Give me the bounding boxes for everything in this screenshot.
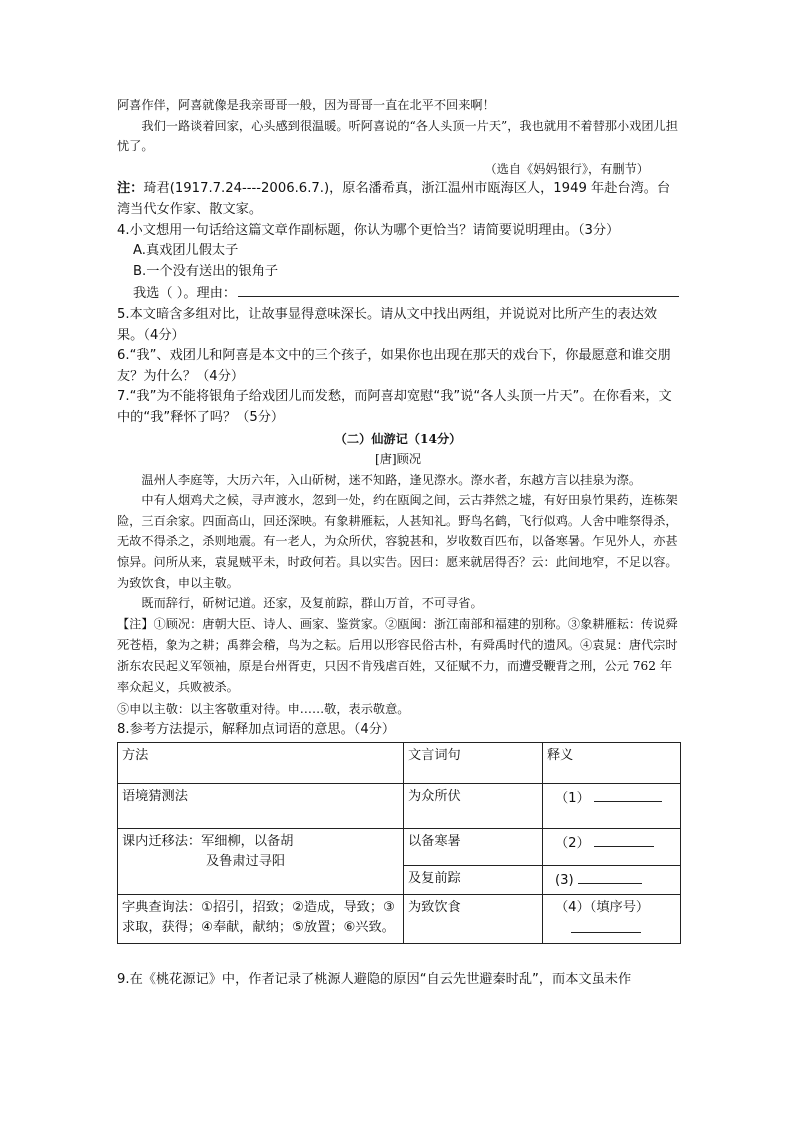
question-9: 9.在《桃花源记》中，作者记录了桃源人避隐的原因“自云先世避秦时乱”，而本文虽未作 xyxy=(117,972,632,988)
question-4-answer-line[interactable] xyxy=(238,282,679,297)
row4-answer-blank[interactable] xyxy=(571,918,641,933)
section-2-title: （二）仙游记（14分） xyxy=(334,431,462,446)
author-note xyxy=(117,179,679,220)
row4-answer-label: （4）（填序号） xyxy=(555,900,650,916)
question-4-choose-label: 我选（ ）。理由： xyxy=(133,286,237,302)
annotation-last: ⑤申以主敬：以主客敬重对待。申……敬，表示敬意。 xyxy=(117,701,410,716)
row2-phrase: 以备寒暑 xyxy=(404,829,543,866)
row4-method: 字典查询法：①招引，招致；②造成，导致；③求取，获得；④奉献，献纳；⑤放置；⑥兴致。 xyxy=(118,895,404,944)
row1-answer xyxy=(543,784,681,829)
row1-answer-blank[interactable] xyxy=(594,787,662,802)
row4-phrase: 为致饮食 xyxy=(404,895,543,944)
author-note-label: 注： xyxy=(117,181,144,197)
row2-method-line-2: 及鲁肃过寻阳 xyxy=(206,854,286,870)
table-header-row xyxy=(118,743,681,784)
annotation-block: 【注】①顾况：唐朝大臣、诗人、画家、鉴赏家。②瓯闽：浙江南部和福建的别称。③象耕雁耘：传说舜死苍梧，象为之耕；禹葬会稽，鸟为之耘。后用以形容民俗古朴，有舜禹时代的遗风。④袁晁：唐代宗时浙东农民起义军领袖，原是台州胥吏，只因不肯残虐百姓，又征赋不力，而遭受鞭背之刑，公元 762 年率众起义，兵败被杀。 xyxy=(117,616,678,695)
row2-method xyxy=(118,829,404,895)
question-5: 5.本文暗含多组对比，让故事显得意味深长。请从文中找出两组，并说说对比所产生的表达效果。（4分） xyxy=(117,306,658,343)
section-2-author: [唐]顾况 xyxy=(374,452,422,467)
classical-paragraph-1: 温州人李庭等，大历六年，入山斫树，迷不知路，逢见漈水。漈水者，东越方言以挂泉为漈。 xyxy=(141,472,642,487)
row4-answer xyxy=(543,895,681,944)
row1-answer-label: （1） xyxy=(555,791,590,807)
question-4-answer xyxy=(117,282,679,305)
row3-phrase: 及复前踪 xyxy=(404,866,543,895)
row3-answer-label: (3) xyxy=(555,873,574,889)
row3-answer xyxy=(543,866,681,895)
header-phrase: 文言词句 xyxy=(404,743,543,784)
question-6: 6.“我”、戏团儿和阿喜是本文中的三个孩子，如果你也出现在那天的戏台下，你最愿意和谁交朋友？为什么？（4分） xyxy=(117,348,671,384)
question-4-option-b: B.一个没有送出的银角子 xyxy=(133,263,279,279)
row1-phrase: 为众所伏 xyxy=(404,784,543,829)
question-7: 7.“我”为不能将银角子给戏团儿而发愁，而阿喜却宽慰“我”说“各人头顶一片天”。在你看来，文中的“我”释怀了吗？（5分） xyxy=(117,389,672,425)
story-paragraph-2: 我们一路谈着回家，心头感到很温暖。听阿喜说的“各人头顶一片天”，我也就用不着替那小戏团儿担忧了。 xyxy=(117,118,678,154)
row2-answer-blank[interactable] xyxy=(594,832,654,847)
row1-method: 语境猜测法 xyxy=(118,784,404,829)
question-4: 4.小文想用一句话给这篇文章作副标题，你认为哪个更恰当？请简要说明理由。（3分） xyxy=(117,222,620,238)
story-source: （选自《妈妈银行》，有删节） xyxy=(484,161,649,176)
method-table xyxy=(117,742,681,944)
table-row xyxy=(118,895,681,944)
row2-answer-label: （2） xyxy=(555,836,590,852)
question-8: 8.参考方法提示，解释加点词语的意思。（4分） xyxy=(117,721,396,737)
classical-paragraph-2: 中有人烟鸡犬之候，寻声渡水，忽到一处，约在瓯闽之间，云古莽然之墟，有好田泉竹果药，连栋架险，三百余家。四面高山，回还深映。有象耕雁耘，人甚知礼。野鸟名鹤，飞行似鸡。人舍中唯祭得杀，无故不得杀之，杀则地震。有一老人，为众所伏，容貌甚和，岁收数百匹布，以备寒暑。乍见外人，亦甚惊异。问所从来，袁晁贼平未，时政何若。具以实告。因曰：愿来就居得否？云：此间地窄，不足以容。为致饮食，申以主敬。 xyxy=(117,493,678,590)
table-row xyxy=(118,784,681,829)
question-4-option-a: A.真戏团儿假太子 xyxy=(133,243,239,259)
row2-method-line-1: 课内迁移法：军细柳，以备胡 xyxy=(122,834,294,850)
author-note-text: 琦君(1917.7.24----2006.6.7.)，原名潘希真，浙江温州市瓯海区人，1949 年赴台湾。台湾当代女作家、散文家。 xyxy=(117,181,671,217)
classical-paragraph-3: 既而辞行，斫树记道。还家，及复前踪，群山万首，不可寻省。 xyxy=(141,596,483,611)
row3-answer-blank[interactable] xyxy=(578,869,642,884)
header-method: 方法 xyxy=(118,743,404,784)
story-line-1: 阿喜作伴，阿喜就像是我亲哥哥一般，因为哥哥一直在北平不回来啊！ xyxy=(117,98,495,112)
table-row xyxy=(118,829,681,866)
document-page xyxy=(117,95,679,991)
header-meaning: 释义 xyxy=(543,743,681,784)
row2-answer xyxy=(543,829,681,866)
